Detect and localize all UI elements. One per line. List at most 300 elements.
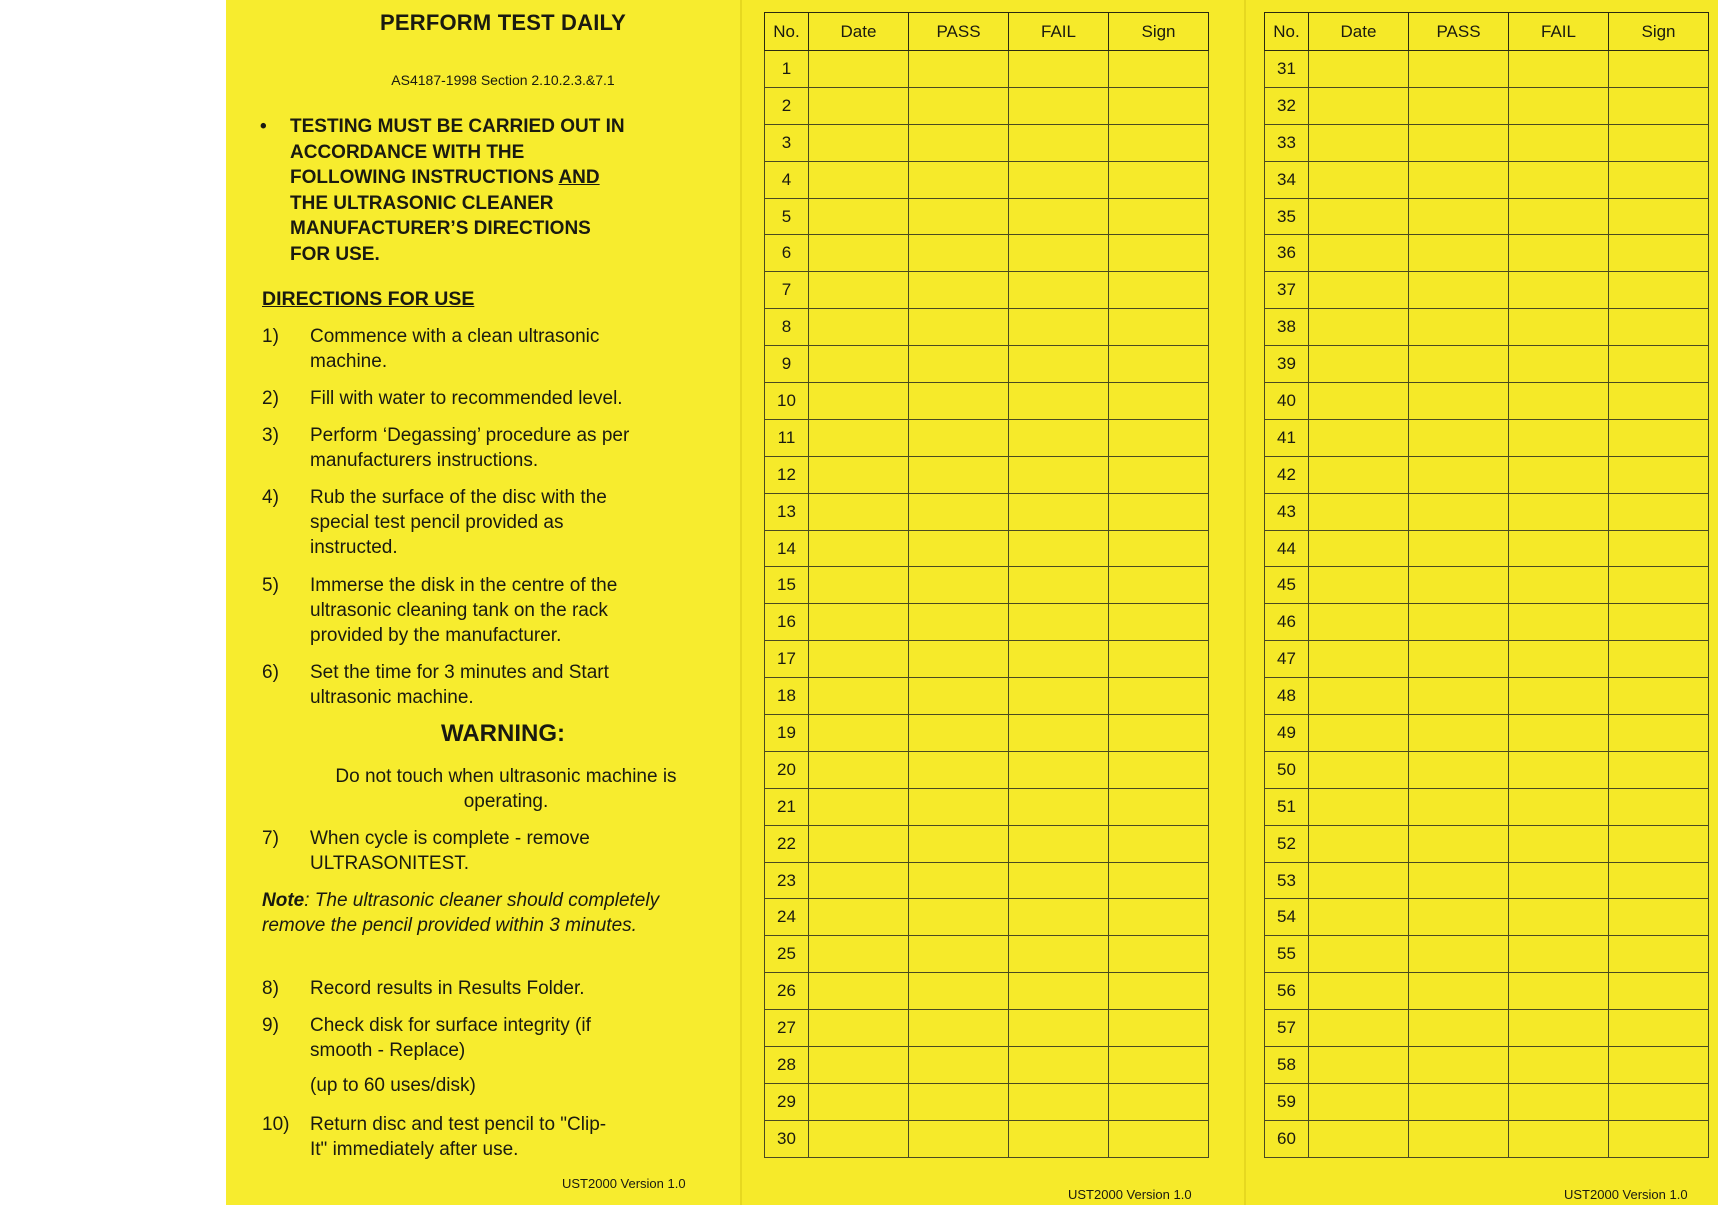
pass-cell[interactable] xyxy=(909,272,1009,309)
fail-cell[interactable] xyxy=(1509,124,1609,161)
fail-cell[interactable] xyxy=(1509,383,1609,420)
pass-cell[interactable] xyxy=(1409,899,1509,936)
date-cell[interactable] xyxy=(809,1120,909,1157)
table-row xyxy=(1265,235,1709,272)
fail-cell[interactable] xyxy=(1509,456,1609,493)
pass-cell[interactable] xyxy=(909,383,1009,420)
date-cell[interactable] xyxy=(1309,604,1409,641)
sign-cell[interactable] xyxy=(1109,604,1209,641)
date-cell[interactable] xyxy=(809,1083,909,1120)
row-number: 8 xyxy=(765,309,809,346)
sign-cell[interactable] xyxy=(1109,456,1209,493)
sign-cell[interactable] xyxy=(1109,1047,1209,1084)
pass-cell[interactable] xyxy=(1409,346,1509,383)
pass-cell[interactable] xyxy=(909,87,1009,124)
sign-cell[interactable] xyxy=(1609,493,1709,530)
date-cell[interactable] xyxy=(809,678,909,715)
fail-cell[interactable] xyxy=(1509,161,1609,198)
fail-cell[interactable] xyxy=(1509,51,1609,88)
pass-cell[interactable] xyxy=(909,788,1009,825)
date-cell[interactable] xyxy=(809,862,909,899)
pass-cell[interactable] xyxy=(909,51,1009,88)
date-cell[interactable] xyxy=(809,604,909,641)
fail-cell[interactable] xyxy=(1009,567,1109,604)
date-cell[interactable] xyxy=(809,235,909,272)
fail-cell[interactable] xyxy=(1509,198,1609,235)
pass-cell[interactable] xyxy=(909,124,1009,161)
sign-cell[interactable] xyxy=(1609,899,1709,936)
date-cell[interactable] xyxy=(1309,751,1409,788)
sign-cell[interactable] xyxy=(1109,493,1209,530)
version-label: UST2000 Version 1.0 xyxy=(1068,1187,1192,1202)
table-row xyxy=(765,456,1209,493)
fail-cell[interactable] xyxy=(1009,198,1109,235)
fail-cell[interactable] xyxy=(1009,161,1109,198)
fail-cell[interactable] xyxy=(1009,309,1109,346)
fail-cell[interactable] xyxy=(1009,825,1109,862)
row-number: 47 xyxy=(1265,641,1309,678)
pass-cell[interactable] xyxy=(1409,567,1509,604)
pass-cell[interactable] xyxy=(909,751,1009,788)
fail-cell[interactable] xyxy=(1509,87,1609,124)
date-cell[interactable] xyxy=(1309,456,1409,493)
table-row xyxy=(765,788,1209,825)
fail-cell[interactable] xyxy=(1009,1047,1109,1084)
pass-cell[interactable] xyxy=(1409,1047,1509,1084)
sign-cell[interactable] xyxy=(1609,530,1709,567)
sign-cell[interactable] xyxy=(1109,87,1209,124)
date-cell[interactable] xyxy=(1309,530,1409,567)
pass-cell[interactable] xyxy=(909,936,1009,973)
pass-cell[interactable] xyxy=(909,678,1009,715)
fail-cell[interactable] xyxy=(1509,346,1609,383)
pass-cell[interactable] xyxy=(1409,678,1509,715)
sign-cell[interactable] xyxy=(1609,456,1709,493)
sign-cell[interactable] xyxy=(1609,1010,1709,1047)
row-number: 30 xyxy=(765,1120,809,1157)
pass-cell[interactable] xyxy=(1409,788,1509,825)
note xyxy=(262,888,662,938)
sign-cell[interactable] xyxy=(1109,641,1209,678)
fail-cell[interactable] xyxy=(1509,641,1609,678)
sign-cell[interactable] xyxy=(1609,51,1709,88)
fail-cell[interactable] xyxy=(1509,899,1609,936)
bullet-line: TESTING MUST BE CARRIED OUT IN xyxy=(290,116,625,137)
date-cell[interactable] xyxy=(809,899,909,936)
date-cell[interactable] xyxy=(1309,419,1409,456)
sign-cell[interactable] xyxy=(1109,788,1209,825)
step-text: Set the time for 3 minutes and Start ultrasonic machine. xyxy=(310,662,609,708)
date-cell[interactable] xyxy=(809,346,909,383)
row-number: 57 xyxy=(1265,1010,1309,1047)
fail-cell[interactable] xyxy=(1009,1010,1109,1047)
fail-cell[interactable] xyxy=(1509,973,1609,1010)
date-cell[interactable] xyxy=(809,309,909,346)
pass-cell[interactable] xyxy=(1409,51,1509,88)
sign-cell[interactable] xyxy=(1109,124,1209,161)
step-2 xyxy=(262,386,702,411)
row-number: 46 xyxy=(1265,604,1309,641)
pass-cell[interactable] xyxy=(1409,1083,1509,1120)
pass-cell[interactable] xyxy=(1409,419,1509,456)
step-text: When cycle is complete - remove ULTRASONITEST. xyxy=(310,828,590,874)
row-number: 52 xyxy=(1265,825,1309,862)
date-cell[interactable] xyxy=(1309,198,1409,235)
pass-cell[interactable] xyxy=(909,419,1009,456)
table-row xyxy=(1265,1083,1709,1120)
sign-cell[interactable] xyxy=(1609,198,1709,235)
pass-cell[interactable] xyxy=(909,493,1009,530)
table-row xyxy=(765,1047,1209,1084)
fail-cell[interactable] xyxy=(1009,936,1109,973)
date-cell[interactable] xyxy=(1309,1047,1409,1084)
sign-cell[interactable] xyxy=(1109,235,1209,272)
step-text: Perform ‘Degassing’ procedure as per manufacturers instructions. xyxy=(310,425,630,471)
column-header-no: No. xyxy=(1265,13,1309,51)
date-cell[interactable] xyxy=(809,567,909,604)
sign-cell[interactable] xyxy=(1609,788,1709,825)
fail-cell[interactable] xyxy=(1009,899,1109,936)
sign-cell[interactable] xyxy=(1109,309,1209,346)
sign-cell[interactable] xyxy=(1109,1010,1209,1047)
fail-cell[interactable] xyxy=(1009,346,1109,383)
fail-cell[interactable] xyxy=(1509,1010,1609,1047)
pass-cell[interactable] xyxy=(1409,1120,1509,1157)
table-row xyxy=(1265,678,1709,715)
sign-cell[interactable] xyxy=(1109,899,1209,936)
pass-cell[interactable] xyxy=(1409,936,1509,973)
pass-cell[interactable] xyxy=(909,161,1009,198)
sign-cell[interactable] xyxy=(1109,383,1209,420)
table-row xyxy=(1265,788,1709,825)
pass-cell[interactable] xyxy=(1409,493,1509,530)
pass-cell[interactable] xyxy=(1409,1010,1509,1047)
date-cell[interactable] xyxy=(809,530,909,567)
pass-cell[interactable] xyxy=(1409,530,1509,567)
date-cell[interactable] xyxy=(809,751,909,788)
fail-cell[interactable] xyxy=(1009,87,1109,124)
fail-cell[interactable] xyxy=(1509,788,1609,825)
table-row xyxy=(1265,936,1709,973)
sign-cell[interactable] xyxy=(1609,309,1709,346)
fail-cell[interactable] xyxy=(1509,678,1609,715)
sign-cell[interactable] xyxy=(1109,419,1209,456)
date-cell[interactable] xyxy=(809,124,909,161)
row-number: 54 xyxy=(1265,899,1309,936)
sign-cell[interactable] xyxy=(1109,51,1209,88)
pass-cell[interactable] xyxy=(909,530,1009,567)
results-log-panel-1 xyxy=(742,0,1244,1205)
pass-cell[interactable] xyxy=(1409,751,1509,788)
sign-cell[interactable] xyxy=(1609,641,1709,678)
fail-cell[interactable] xyxy=(1509,604,1609,641)
date-cell[interactable] xyxy=(1309,346,1409,383)
sign-cell[interactable] xyxy=(1109,751,1209,788)
sign-cell[interactable] xyxy=(1609,124,1709,161)
step-number: 5) xyxy=(262,575,279,596)
pass-cell[interactable] xyxy=(909,346,1009,383)
step-number: 9) xyxy=(262,1015,279,1036)
fail-cell[interactable] xyxy=(1009,678,1109,715)
sign-cell[interactable] xyxy=(1109,1120,1209,1157)
fail-cell[interactable] xyxy=(1509,1083,1609,1120)
sign-cell[interactable] xyxy=(1609,346,1709,383)
date-cell[interactable] xyxy=(809,383,909,420)
table-row xyxy=(1265,530,1709,567)
fail-cell[interactable] xyxy=(1009,493,1109,530)
step-text: Immerse the disk in the centre of the ultrasonic cleaning tank on the rack provided by the manufacturer. xyxy=(310,575,618,646)
sign-cell[interactable] xyxy=(1109,1083,1209,1120)
fail-cell[interactable] xyxy=(1509,1120,1609,1157)
sign-cell[interactable] xyxy=(1609,1083,1709,1120)
pass-cell[interactable] xyxy=(1409,604,1509,641)
date-cell[interactable] xyxy=(1309,51,1409,88)
fail-cell[interactable] xyxy=(1009,641,1109,678)
date-cell[interactable] xyxy=(1309,309,1409,346)
row-number: 10 xyxy=(765,383,809,420)
version-label: UST2000 Version 1.0 xyxy=(562,1176,686,1191)
date-cell[interactable] xyxy=(1309,715,1409,752)
sign-cell[interactable] xyxy=(1109,862,1209,899)
fail-cell[interactable] xyxy=(1009,751,1109,788)
pass-cell[interactable] xyxy=(1409,198,1509,235)
pass-cell[interactable] xyxy=(909,604,1009,641)
sign-cell[interactable] xyxy=(1609,383,1709,420)
date-cell[interactable] xyxy=(809,1010,909,1047)
pass-cell[interactable] xyxy=(909,825,1009,862)
row-number: 43 xyxy=(1265,493,1309,530)
sign-cell[interactable] xyxy=(1609,751,1709,788)
date-cell[interactable] xyxy=(809,788,909,825)
row-number: 45 xyxy=(1265,567,1309,604)
sign-cell[interactable] xyxy=(1609,825,1709,862)
sign-cell[interactable] xyxy=(1609,973,1709,1010)
pass-cell[interactable] xyxy=(1409,862,1509,899)
column-header-fail: FAIL xyxy=(1009,13,1109,51)
pass-cell[interactable] xyxy=(1409,456,1509,493)
pass-cell[interactable] xyxy=(909,862,1009,899)
pass-cell[interactable] xyxy=(1409,715,1509,752)
fail-cell[interactable] xyxy=(1009,604,1109,641)
date-cell[interactable] xyxy=(809,419,909,456)
fail-cell[interactable] xyxy=(1009,456,1109,493)
date-cell[interactable] xyxy=(1309,1120,1409,1157)
fail-cell[interactable] xyxy=(1509,493,1609,530)
pass-cell[interactable] xyxy=(909,1010,1009,1047)
sign-cell[interactable] xyxy=(1609,419,1709,456)
sign-cell[interactable] xyxy=(1109,973,1209,1010)
sign-cell[interactable] xyxy=(1609,1047,1709,1084)
fail-cell[interactable] xyxy=(1009,788,1109,825)
fail-cell[interactable] xyxy=(1509,272,1609,309)
date-cell[interactable] xyxy=(1309,161,1409,198)
date-cell[interactable] xyxy=(1309,825,1409,862)
sign-cell[interactable] xyxy=(1109,198,1209,235)
table-row xyxy=(765,346,1209,383)
fail-cell[interactable] xyxy=(1009,715,1109,752)
pass-cell[interactable] xyxy=(1409,309,1509,346)
date-cell[interactable] xyxy=(1309,383,1409,420)
pass-cell[interactable] xyxy=(909,456,1009,493)
sign-cell[interactable] xyxy=(1109,161,1209,198)
date-cell[interactable] xyxy=(809,51,909,88)
sign-cell[interactable] xyxy=(1109,272,1209,309)
date-cell[interactable] xyxy=(1309,788,1409,825)
sign-cell[interactable] xyxy=(1609,936,1709,973)
fail-cell[interactable] xyxy=(1509,567,1609,604)
date-cell[interactable] xyxy=(809,272,909,309)
fail-cell[interactable] xyxy=(1509,751,1609,788)
fail-cell[interactable] xyxy=(1009,419,1109,456)
sign-cell[interactable] xyxy=(1609,161,1709,198)
fail-cell[interactable] xyxy=(1509,235,1609,272)
fail-cell[interactable] xyxy=(1009,973,1109,1010)
fail-cell[interactable] xyxy=(1009,383,1109,420)
sign-cell[interactable] xyxy=(1109,346,1209,383)
sign-cell[interactable] xyxy=(1109,567,1209,604)
row-number: 28 xyxy=(765,1047,809,1084)
sign-cell[interactable] xyxy=(1109,825,1209,862)
date-cell[interactable] xyxy=(1309,493,1409,530)
pass-cell[interactable] xyxy=(909,198,1009,235)
pass-cell[interactable] xyxy=(1409,161,1509,198)
pass-cell[interactable] xyxy=(909,715,1009,752)
date-cell[interactable] xyxy=(1309,87,1409,124)
pass-cell[interactable] xyxy=(909,973,1009,1010)
table-row xyxy=(765,124,1209,161)
pass-cell[interactable] xyxy=(909,899,1009,936)
fail-cell[interactable] xyxy=(1509,715,1609,752)
table-row xyxy=(765,1010,1209,1047)
pass-cell[interactable] xyxy=(1409,87,1509,124)
sign-cell[interactable] xyxy=(1609,87,1709,124)
sign-cell[interactable] xyxy=(1609,272,1709,309)
sign-cell[interactable] xyxy=(1109,678,1209,715)
pass-cell[interactable] xyxy=(1409,825,1509,862)
date-cell[interactable] xyxy=(809,825,909,862)
date-cell[interactable] xyxy=(1309,1083,1409,1120)
row-number: 9 xyxy=(765,346,809,383)
pass-cell[interactable] xyxy=(909,641,1009,678)
fail-cell[interactable] xyxy=(1509,862,1609,899)
date-cell[interactable] xyxy=(809,973,909,1010)
fail-cell[interactable] xyxy=(1009,51,1109,88)
pass-cell[interactable] xyxy=(1409,235,1509,272)
pass-cell[interactable] xyxy=(909,1047,1009,1084)
fail-cell[interactable] xyxy=(1009,1120,1109,1157)
date-cell[interactable] xyxy=(809,87,909,124)
fail-cell[interactable] xyxy=(1009,862,1109,899)
fail-cell[interactable] xyxy=(1009,235,1109,272)
fail-cell[interactable] xyxy=(1009,272,1109,309)
date-cell[interactable] xyxy=(809,1047,909,1084)
date-cell[interactable] xyxy=(809,456,909,493)
date-cell[interactable] xyxy=(1309,641,1409,678)
row-number: 44 xyxy=(1265,530,1309,567)
sign-cell[interactable] xyxy=(1609,715,1709,752)
sign-cell[interactable] xyxy=(1109,715,1209,752)
table-row xyxy=(1265,419,1709,456)
fail-cell[interactable] xyxy=(1509,825,1609,862)
pass-cell[interactable] xyxy=(909,235,1009,272)
date-cell[interactable] xyxy=(1309,936,1409,973)
results-log-panel-2 xyxy=(1246,0,1718,1205)
row-number: 41 xyxy=(1265,419,1309,456)
fail-cell[interactable] xyxy=(1509,936,1609,973)
fail-cell[interactable] xyxy=(1509,1047,1609,1084)
table-row xyxy=(1265,604,1709,641)
step-number: 4) xyxy=(262,487,279,508)
sign-cell[interactable] xyxy=(1609,235,1709,272)
fail-cell[interactable] xyxy=(1009,124,1109,161)
pass-cell[interactable] xyxy=(1409,124,1509,161)
row-number: 19 xyxy=(765,715,809,752)
fail-cell[interactable] xyxy=(1509,419,1609,456)
date-cell[interactable] xyxy=(1309,862,1409,899)
pass-cell[interactable] xyxy=(909,567,1009,604)
date-cell[interactable] xyxy=(1309,235,1409,272)
column-header-date: Date xyxy=(1309,13,1409,51)
fail-cell[interactable] xyxy=(1509,309,1609,346)
row-number: 18 xyxy=(765,678,809,715)
pass-cell[interactable] xyxy=(1409,383,1509,420)
sign-cell[interactable] xyxy=(1109,530,1209,567)
date-cell[interactable] xyxy=(809,198,909,235)
date-cell[interactable] xyxy=(1309,124,1409,161)
date-cell[interactable] xyxy=(1309,1010,1409,1047)
pass-cell[interactable] xyxy=(1409,272,1509,309)
bullet-line: THE ULTRASONIC CLEANER xyxy=(290,192,554,214)
row-number: 50 xyxy=(1265,751,1309,788)
fail-cell[interactable] xyxy=(1509,530,1609,567)
bullet-line: FOLLOWING INSTRUCTIONS xyxy=(290,167,559,188)
pass-cell[interactable] xyxy=(909,1120,1009,1157)
date-cell[interactable] xyxy=(809,161,909,198)
table-row xyxy=(765,272,1209,309)
pass-cell[interactable] xyxy=(1409,973,1509,1010)
date-cell[interactable] xyxy=(1309,899,1409,936)
date-cell[interactable] xyxy=(1309,973,1409,1010)
sign-cell[interactable] xyxy=(1609,604,1709,641)
pass-cell[interactable] xyxy=(909,1083,1009,1120)
date-cell[interactable] xyxy=(1309,272,1409,309)
row-number: 49 xyxy=(1265,715,1309,752)
results-table-2 xyxy=(1264,12,1709,1158)
sign-cell[interactable] xyxy=(1609,862,1709,899)
sign-cell[interactable] xyxy=(1609,567,1709,604)
bullet-line: FOR USE. xyxy=(290,243,380,265)
page-title: PERFORM TEST DAILY xyxy=(379,10,627,35)
fail-cell[interactable] xyxy=(1009,1083,1109,1120)
date-cell[interactable] xyxy=(809,936,909,973)
warning-title: WARNING: xyxy=(441,720,565,747)
sign-cell[interactable] xyxy=(1109,936,1209,973)
fail-cell[interactable] xyxy=(1009,530,1109,567)
sign-cell[interactable] xyxy=(1609,678,1709,715)
date-cell[interactable] xyxy=(809,715,909,752)
table-row xyxy=(1265,899,1709,936)
date-cell[interactable] xyxy=(809,641,909,678)
step-number: 10) xyxy=(262,1114,290,1135)
sign-cell[interactable] xyxy=(1609,1120,1709,1157)
pass-cell[interactable] xyxy=(909,309,1009,346)
disk-usage-limit: (up to 60 uses/disk) xyxy=(310,1075,476,1096)
date-cell[interactable] xyxy=(809,493,909,530)
date-cell[interactable] xyxy=(1309,567,1409,604)
row-number: 27 xyxy=(765,1010,809,1047)
pass-cell[interactable] xyxy=(1409,641,1509,678)
date-cell[interactable] xyxy=(1309,678,1409,715)
